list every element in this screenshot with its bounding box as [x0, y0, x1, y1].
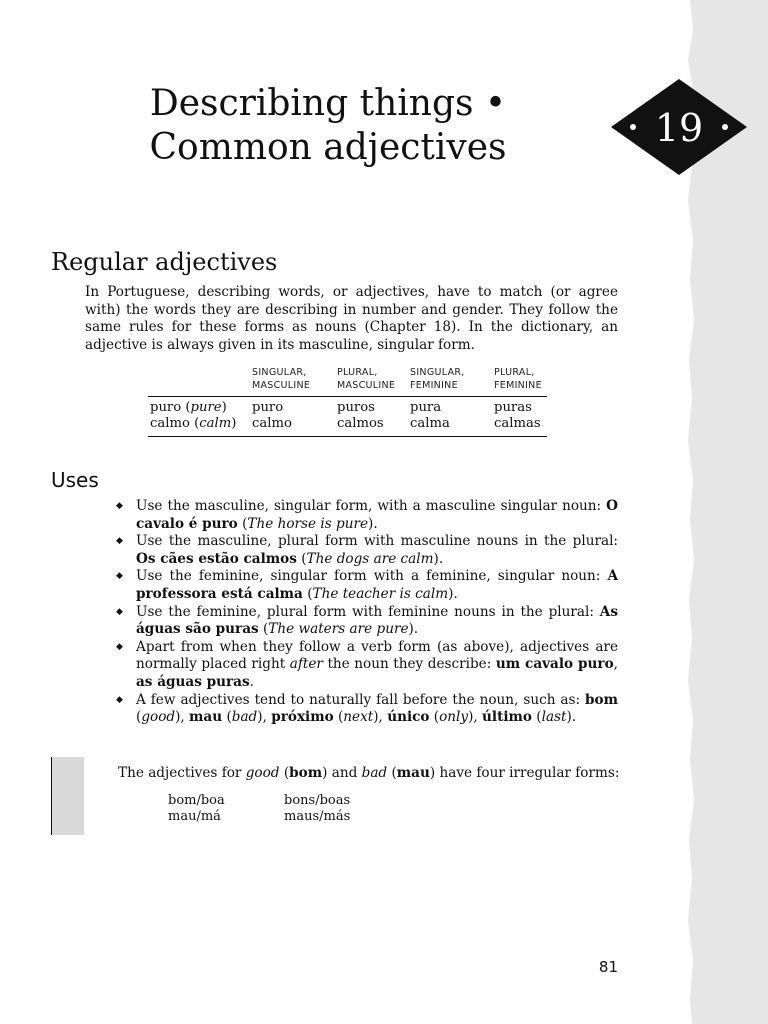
table-cell: bons/boas [284, 793, 351, 808]
rich-text: Use the masculine, plural form with masculine nouns in the plural: Os cães estão calmos (The dogs are calm). [136, 533, 618, 567]
table-row [148, 400, 547, 416]
diamond-bullet-icon: ◆ [116, 694, 123, 705]
badge-dot-right [722, 124, 728, 130]
table-cell: maus/más [284, 809, 351, 824]
badge-dot-left [630, 124, 636, 130]
rich-text: Apart from when they follow a verb form (as above), adjectives are normally placed right after the noun they describe: um cavalo puro, as águas puras. [136, 638, 618, 690]
list-item [116, 533, 618, 568]
list-item [116, 692, 618, 727]
table-cell: puras [494, 400, 532, 415]
column-header: PLURAL, MASCULINE [337, 367, 396, 391]
table-row [168, 793, 368, 809]
table-cell: calmas [494, 416, 541, 431]
rich-text: Use the masculine, singular form, with a masculine singular noun: O cavalo é puro (The horse is pure). [136, 498, 618, 532]
list-item [116, 568, 618, 603]
table-cell: puros [337, 400, 375, 415]
uses-list [116, 498, 618, 727]
table-cell: calmos [337, 416, 384, 431]
table-row [148, 416, 547, 432]
section-heading-regular-adjectives: Regular adjectives [51, 248, 278, 276]
rich-text: A few adjectives tend to naturally fall before the noun, such as: bom (good), mau (bad), próximo (next), único (only), último (last). [136, 691, 618, 726]
column-header: SINGULAR, MASCULINE [252, 367, 311, 391]
adjective-forms-table [148, 366, 547, 437]
note-sidebar-line [51, 757, 52, 835]
table-cell: pura [410, 400, 442, 415]
table-cell: calmo [252, 416, 292, 431]
diamond-bullet-icon: ◆ [116, 641, 123, 652]
page-number: 81 [598, 958, 618, 976]
note-sidebar-bar [51, 757, 84, 835]
list-item [116, 604, 618, 639]
diamond-bullet-icon: ◆ [116, 606, 123, 617]
rich-text: Use the feminine, plural form with feminine nouns in the plural: As águas são puras (The waters are pure). [136, 603, 618, 638]
chapter-number-badge [610, 78, 748, 176]
table-body [148, 397, 547, 436]
chapter-title [100, 82, 556, 170]
table-cell-word: calmo (calm) [150, 416, 237, 431]
diamond-bullet-icon: ◆ [116, 536, 123, 547]
intro-paragraph: In Portuguese, describing words, or adjectives, have to match (or agree with) the words they are describing in number and gender. They follow the same rules for these forms as nouns (Chapter 18). In the dictionary, an adjective is always given in its masculine, singular form. [85, 284, 618, 353]
table-cell-word: puro (pure) [150, 400, 227, 415]
list-item [116, 498, 618, 533]
table-rule-bottom [148, 436, 547, 437]
chapter-title-line-2: Common adjectives [149, 127, 507, 168]
diamond-bullet-icon: ◆ [116, 501, 123, 511]
table-cell: calma [410, 416, 450, 431]
rich-text: Use the feminine, singular form with a feminine, singular noun: A professora está calma (The teacher is calm). [136, 568, 618, 602]
table-cell: puro [252, 400, 284, 415]
chapter-title-line-1: Describing things • [149, 83, 507, 124]
list-item [116, 639, 618, 692]
table-cell: mau/má [168, 809, 221, 824]
table-cell: bom/boa [168, 793, 225, 808]
diamond-bullet-icon: ◆ [116, 571, 123, 582]
column-header: SINGULAR, FEMININE [410, 367, 465, 391]
chapter-number: 19 [654, 106, 704, 150]
column-header: PLURAL, FEMININE [494, 367, 542, 391]
irregular-forms-intro: The adjectives for good (bom) and bad (mau) have four irregular forms: [118, 765, 620, 781]
irregular-forms-table [168, 793, 368, 825]
section-heading-uses: Uses [51, 468, 99, 492]
table-row [168, 809, 368, 825]
table-header [148, 366, 547, 396]
